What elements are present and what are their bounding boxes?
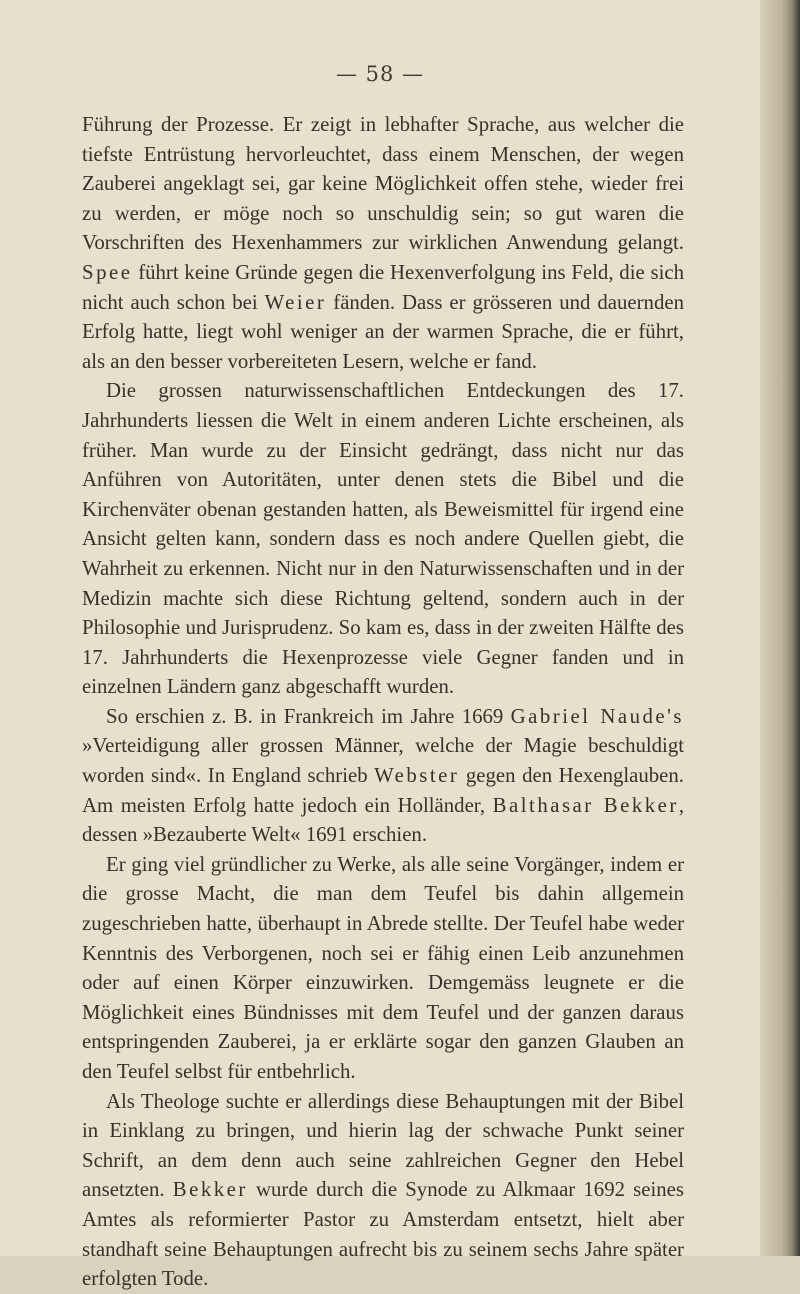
text-run: Führung der Prozesse. Er zeigt in lebhafter Sprache, aus welcher die tiefste Entrüstung hervorleuchtet, dass einem Menschen, der wegen Zauberei angeklagt sei, gar keine Möglichkeit offen stehe, wieder frei zu werden, er möge noch so unschuldig sein; so gut waren die Vorschriften des Hexenhammers zur wirklichen Anwendung gelangt. xyxy=(82,113,684,255)
paragraph xyxy=(82,702,684,850)
page-number: — 58 — xyxy=(335,62,425,86)
spaced-name: Spee xyxy=(82,260,133,284)
page-edge xyxy=(760,0,800,1256)
text-run: fänden. Dass er grösseren und dauernden Erfolg hatte, liegt wohl weniger an der warmen Sprache, die er führt, als an den besser vorbereiteten Lesern, welche er fand. xyxy=(82,290,684,373)
text-run: So erschien z. B. in Frankreich im Jahre 1669 xyxy=(106,704,511,728)
spaced-name: Webster xyxy=(374,764,460,788)
text-run: Er ging viel gründlicher zu Werke, als alle seine Vorgänger, indem er die grosse Macht, die man dem Teufel bis dahin allgemein zugeschrieben hatte, überhaupt in Abrede stellte. Der Teufel habe weder Kenntnis des Verborgenen, noch sei er fähig einen Leib anzunehmen oder auf einen Körper einzuwirken. Demgemäss leugnete er die Möglichkeit eines Bündnisses mit dem Teufel und der ganzen daraus entspringenden Zauberei, ja er erklärte sogar den ganzen Glauben an den Teufel selbst für entbehrlich. xyxy=(82,852,684,1083)
text-run: wurde durch die Synode zu Alkmaar 1692 seines Amtes als reformierter Pastor zu Amsterdam entsetzt, hielt aber standhaft seine Behauptungen aufrecht bis zu seinem sechs Jahre später erfolgten Tode. xyxy=(82,1178,684,1291)
text-run: Die grossen naturwissenschaftlichen Entdeckungen des 17. Jahrhunderts liessen die Welt in einem anderen Lichte erscheinen, als früher. Man wurde zu der Einsicht gedrängt, dass nicht nur das Anführen von Autoritäten, unter denen stets die Bibel und die Kirchenväter obenan gestanden hatten, als Beweismittel für irgend eine Ansicht gelten kann, sondern dass es noch andere Quellen giebt, die Wahrheit zu erkennen. Nicht nur in den Naturwissenschaften und in der Medizin machte sich diese Richtung geltend, sondern auch in der Philosophie und Jurisprudenz. So kam es, dass in der zweiten Hälfte des 17. Jahrhunderts die Hexenprozesse viele Gegner fanden und in einzelnen Ländern ganz abgeschafft wurden. xyxy=(82,379,684,699)
spaced-name: Bekker xyxy=(172,1178,248,1202)
text-run: , dessen »Bezauberte Welt« 1691 erschien. xyxy=(82,793,685,847)
text-run: führt keine Gründe gegen die Hexenverfolgung ins Feld, die sich nicht auch schon bei xyxy=(82,260,684,314)
paragraph xyxy=(82,1087,684,1294)
spaced-name: Balthasar Bekker xyxy=(492,793,679,817)
body-text xyxy=(82,110,684,1294)
spaced-name: Weier xyxy=(264,290,327,314)
text-run: »Verteidigung aller grossen Männer, welche der Magie beschuldigt worden sind«. In England schrieb xyxy=(82,734,684,788)
paragraph xyxy=(82,110,684,376)
spaced-name: Gabriel Naude's xyxy=(510,704,684,728)
paragraph xyxy=(82,850,684,1087)
paragraph xyxy=(82,376,684,702)
text-run: gegen den Hexenglauben. Am meisten Erfolg hatte jedoch ein Holländer, xyxy=(82,764,684,817)
text-run: Als Theologe suchte er allerdings diese Behauptungen mit der Bibel in Einklang zu bringen, und hierin lag der schwache Punkt seiner Schrift, an dem denn auch seine zahlreichen Gegner den Hebel ansetzten. xyxy=(82,1089,684,1202)
